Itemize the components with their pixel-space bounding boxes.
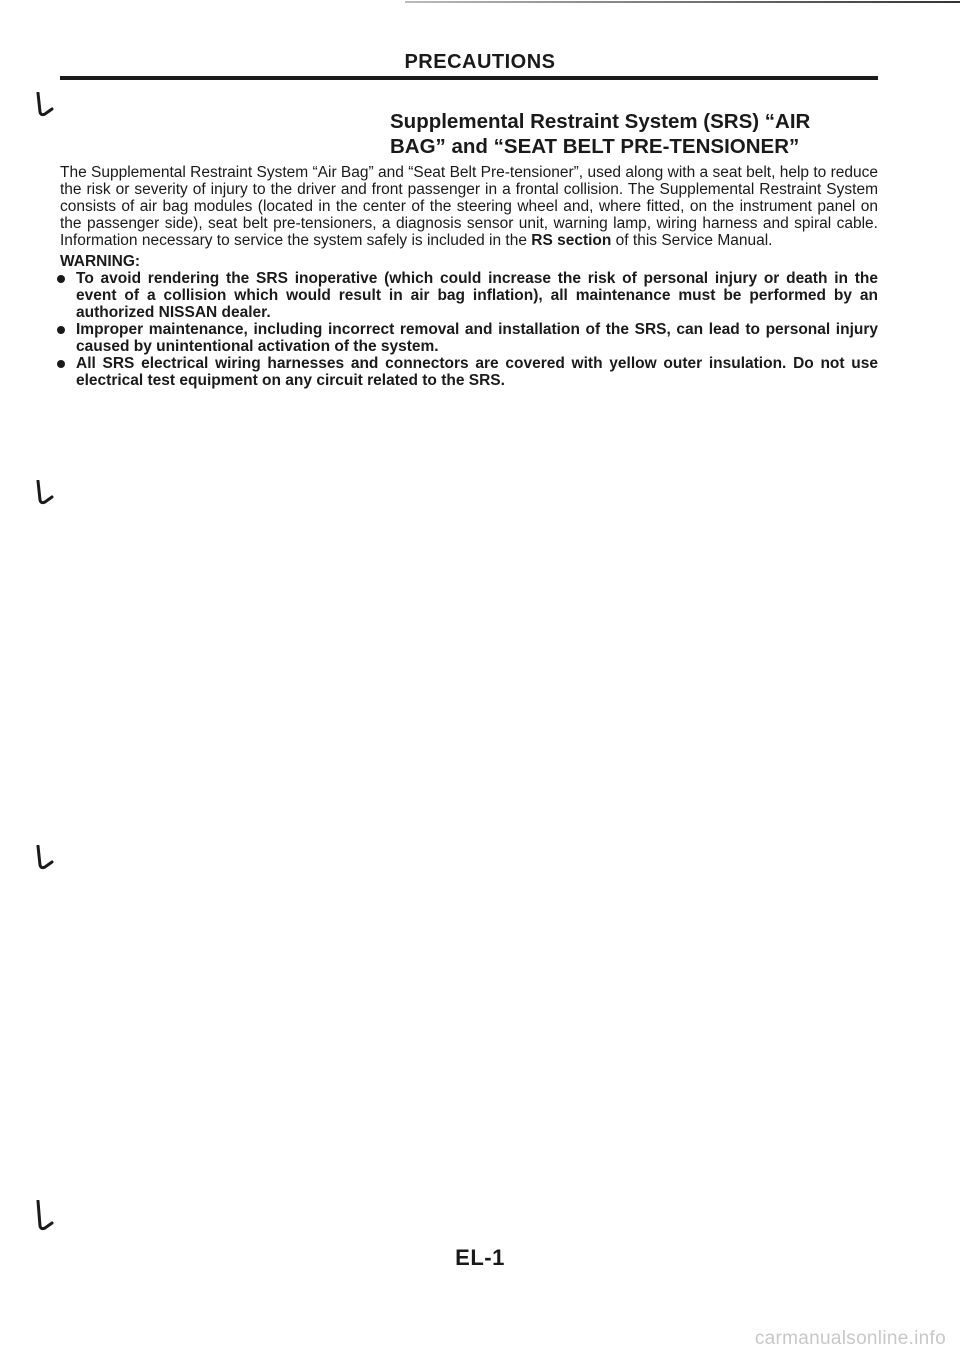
margin-bracket-icon (35, 845, 55, 871)
margin-bracket-icon (35, 92, 55, 118)
page-number: EL-1 (455, 1245, 505, 1270)
warning-list (60, 270, 878, 389)
bullet-icon (57, 326, 65, 334)
warning-text: Improper maintenance, including incorrect removal and installation of the SRS, can lead to personal injury caused by unintentional activation of the system. (76, 321, 878, 355)
header-rule (60, 76, 878, 80)
section-title: Supplemental Restraint System (SRS) “AIR BAG” and “SEAT BELT PRE-TENSIONER” (390, 110, 811, 158)
warning-item (60, 321, 878, 355)
page-header-title: PRECAUTIONS (404, 51, 556, 73)
warning-heading: WARNING: (60, 253, 141, 270)
warning-text: To avoid rendering the SRS inoperative (which could increase the risk of personal injury or death in the event of a collision which would result in air bag inflation), all maintenance must be performed by an authorized NISSAN dealer. (76, 270, 878, 321)
section-body (60, 164, 878, 389)
margin-bracket-icon (35, 1200, 55, 1232)
bullet-icon (57, 275, 65, 283)
warning-item (60, 355, 878, 389)
margin-bracket-icon (35, 480, 55, 506)
scan-top-edge-line (405, 1, 960, 3)
rs-section-reference: RS section (531, 232, 612, 249)
intro-text-end: of this Service Manual. (611, 232, 773, 249)
watermark: carmanualsonline.info (754, 1328, 946, 1349)
warning-item (60, 270, 878, 321)
intro-text: The Supplemental Restraint System “Air Bag” and “Seat Belt Pre-tensioner”, used along with a seat belt, help to reduce the risk or severity of injury to the driver and front passenger in a frontal collision. The Supplemental Restraint System consists of air bag modules (located in the center of the steering wheel and, where fitted, on the instrument panel on the passenger side), seat belt pre-tensioners, a diagnosis sensor unit, warning lamp, wiring harness and spiral cable. Information necessary to service the system safely is included in the (60, 164, 878, 249)
bullet-icon (57, 360, 65, 368)
intro-paragraph (60, 164, 878, 249)
warning-text: All SRS electrical wiring harnesses and connectors are covered with yellow outer insulation. Do not use electrical test equipment on any circuit related to the SRS. (76, 355, 878, 389)
